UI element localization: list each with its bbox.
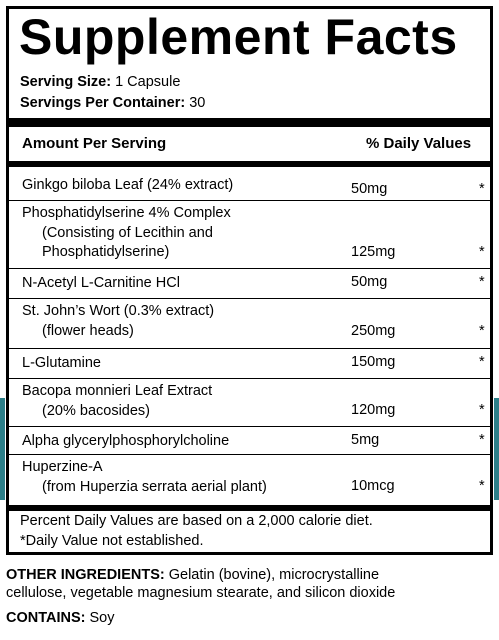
servings-per-container-label: Servings Per Container: bbox=[20, 95, 186, 111]
supplement-facts-panel bbox=[6, 6, 493, 555]
nutrient-dv: * bbox=[479, 274, 485, 290]
contains-label: CONTAINS: bbox=[6, 610, 86, 626]
nutrient-amount: 50mg bbox=[351, 274, 388, 290]
serving-size-label: Serving Size: bbox=[20, 74, 112, 90]
contains-value: Soy bbox=[89, 610, 115, 626]
nutrient-name: L-Glutamine bbox=[22, 355, 101, 371]
thick-rule-bottom bbox=[9, 505, 490, 511]
contains bbox=[6, 609, 115, 627]
nutrient-dv: * bbox=[479, 432, 485, 448]
nutrient-name: Bacopa monnieri Leaf Extract (20% bacosides) bbox=[22, 383, 213, 419]
teal-accent-left bbox=[0, 398, 5, 500]
nutrient-amount: 50mg bbox=[351, 181, 388, 197]
nutrient-name: Huperzine-A (from Huperzia serrata aerial plant) bbox=[22, 459, 267, 495]
servings-per-container-value: 30 bbox=[189, 95, 206, 111]
nutrient-amount: 150mg bbox=[351, 354, 396, 370]
nutrient-amount: 10mcg bbox=[351, 478, 395, 494]
other-ingredients-label: OTHER INGREDIENTS: bbox=[6, 567, 165, 583]
nutrient-name: St. John’s Wort (0.3% extract) (flower heads) bbox=[22, 303, 215, 339]
teal-accent-right bbox=[494, 398, 499, 500]
nutrient-row bbox=[9, 299, 490, 349]
footnote-daily-values: Percent Daily Values are based on a 2,000 calorie diet. bbox=[20, 513, 373, 529]
thick-rule-top bbox=[9, 118, 490, 127]
thick-rule-header bbox=[9, 161, 490, 167]
nutrient-row bbox=[9, 201, 490, 269]
nutrient-name: Phosphatidylserine 4% Complex (Consisting of Lecithin and Phosphatidylserine) bbox=[22, 205, 231, 260]
nutrient-name: Alpha glycerylphosphorylcholine bbox=[22, 433, 230, 449]
other-ingredients bbox=[6, 566, 379, 584]
nutrient-amount: 120mg bbox=[351, 402, 396, 418]
nutrient-row bbox=[9, 379, 490, 427]
serving-size bbox=[20, 74, 180, 90]
nutrient-dv: * bbox=[479, 354, 485, 370]
amount-per-serving-header: Amount Per Serving bbox=[22, 135, 167, 152]
serving-size-value: 1 Capsule bbox=[115, 74, 181, 90]
nutrient-row bbox=[9, 455, 490, 505]
nutrient-dv: * bbox=[479, 244, 485, 260]
daily-values-header: % Daily Values bbox=[366, 135, 472, 152]
nutrient-row bbox=[9, 427, 490, 455]
other-ingredients-line1: Gelatin (bovine), microcrystalline bbox=[168, 567, 380, 583]
nutrient-name: N-Acetyl L-Carnitine HCl bbox=[22, 275, 180, 291]
nutrient-row bbox=[9, 269, 490, 299]
nutrient-dv: * bbox=[479, 323, 485, 339]
nutrient-dv: * bbox=[479, 478, 485, 494]
other-ingredients-line2: cellulose, vegetable magnesium stearate, and silicon dioxide bbox=[6, 585, 396, 601]
nutrient-row bbox=[9, 349, 490, 379]
nutrient-amount: 5mg bbox=[351, 432, 380, 448]
nutrient-dv: * bbox=[479, 181, 485, 197]
panel-title: Supplement Facts bbox=[19, 9, 458, 65]
nutrient-amount: 125mg bbox=[351, 244, 396, 260]
nutrient-name: Ginkgo biloba Leaf (24% extract) bbox=[22, 177, 234, 193]
nutrient-amount: 250mg bbox=[351, 323, 396, 339]
footnote-not-established: *Daily Value not established. bbox=[20, 533, 204, 549]
servings-per-container bbox=[20, 95, 205, 111]
nutrient-dv: * bbox=[479, 402, 485, 418]
nutrient-row bbox=[9, 171, 490, 201]
